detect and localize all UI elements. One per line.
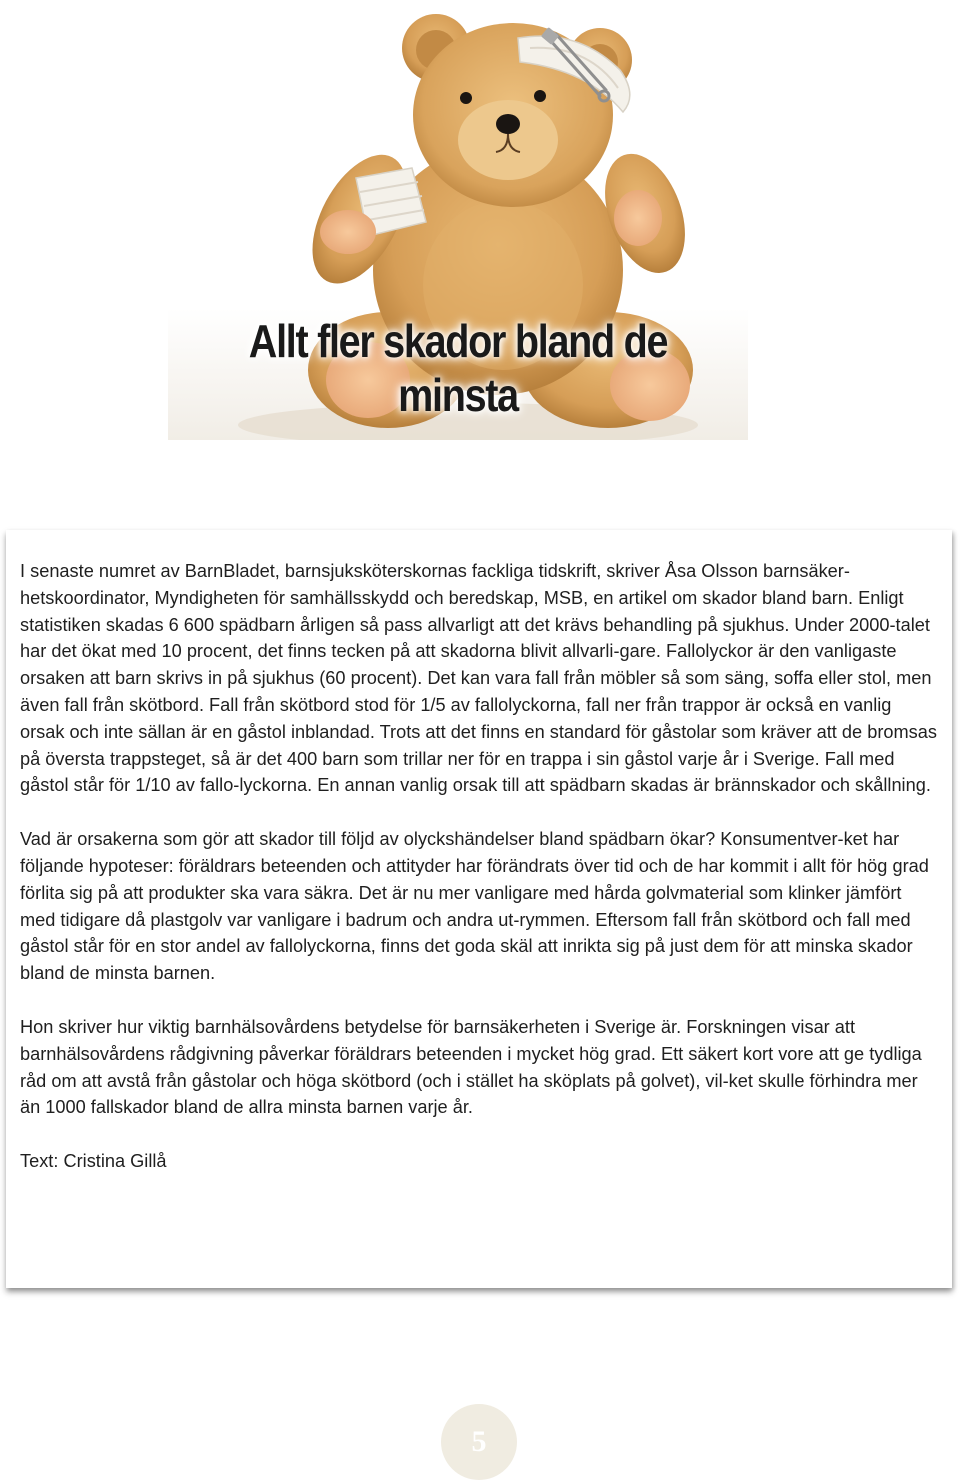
article-paragraph-1: I senaste numret av BarnBladet, barnsjuksköterskornas fackliga tidskrift, skriver Åsa Olsson barnsäker-hetskoordinator, Myndigheten för samhällsskydd och beredskap, MSB, en artikel om skador bland barn. Enligt statistiken skadas 6 600 spädbarn årligen så pass allvarligt att det krävs behandling på sjukhus. Under 2000-talet har det ökat med 10 procent, det finns tecken på att skadorna blivit allvarli-gare. Fallolyckor är den vanligaste orsaken att barn skrivs in på sjukhus (60 procent). Det kan vara fall från möbler så som säng, soffa eller stol, men även fall från skötbord. Fall från skötbord stod för 1/5 av fallolyckorna, fall ner från trappor är också en vanlig orsak och inte sällan är en gåstol inblandad. Trots att det finns en standard för gåstolar som kräver att de bromsas på översta trappsteget, så är det 400 barn som trillar ner för en trappa i sin gåstol varje år i Sverige. Fall med gåstol står för 1/10 av fallo-lyckorna. En annan vanlig orsak till att spädbarn skadas är brännskador och skållning. <box>20 561 937 796</box>
hero-image <box>168 0 748 440</box>
article-byline: Text: Cristina Gillå <box>20 1151 167 1172</box>
page-number-badge: 5 <box>441 1404 517 1480</box>
hero-headline: Allt fler skador bland de minsta <box>248 315 668 421</box>
article-paragraph-3: Hon skriver hur viktig barnhälsovårdens betydelse för barnsäkerheten i Sverige är. Forskningen visar att barnhälsovårdens rådgivning påverkar föräldrars beteenden i mycket hög grad. Ett säkert kort vore att ge tydliga råd om att avstå från gåstolar och höga skötbord (och i stället ha sköplats på golvet), vil-ket skulle förhindra mer än 1000 fallskador bland de allra minsta barnen varje år. <box>20 1016 922 1118</box>
article-card <box>6 530 952 1288</box>
article-paragraph-2: Vad är orsakerna som gör att skador till följd av olyckshändelser bland spädbarn ökar? Konsumentver-ket har följande hypoteser: föräldrars beteenden och attityder har förändrats över tid och de har kommit i allt för hög grad förlita sig på att produkter ska vara säkra. Det är nu mer vanligare med hårda golvmaterial som klinker jämfört med tidigare då plastgolv var vanligare i badrum och andra ut-rymmen. Eftersom fall från skötbord och fall med gåstol står för en stor andel av fallolyckorna, finns det goda skäl att inrikta sig på just dem för att minska skador bland de minsta barnen. <box>20 829 929 984</box>
